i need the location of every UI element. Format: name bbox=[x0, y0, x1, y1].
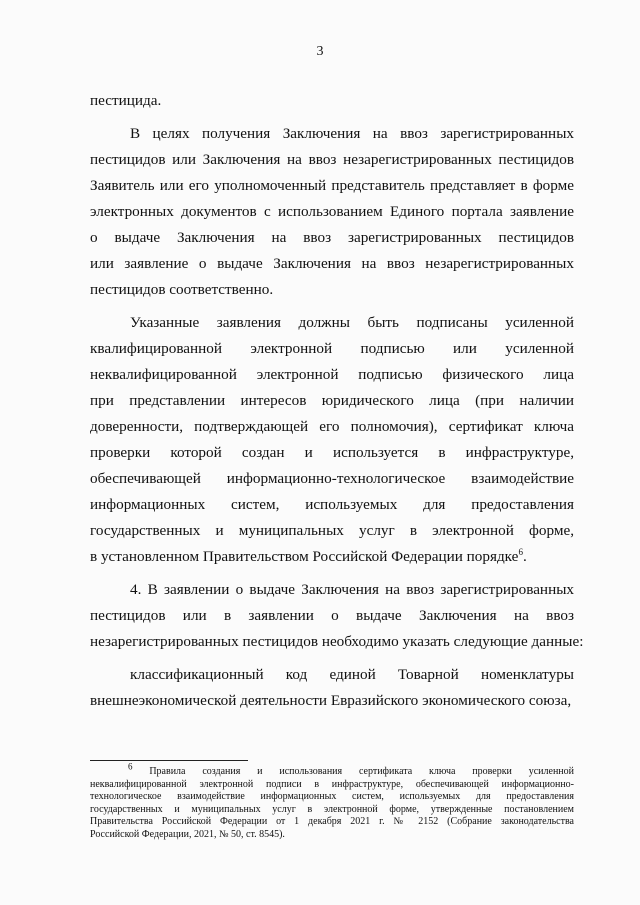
text-line: обеспечивающей информационно-технологическое взаимодействие bbox=[90, 470, 574, 487]
footnote-line: технологическое взаимодействие информационных систем, используемых для предоставления bbox=[90, 791, 574, 802]
text-fragment: в установленном Правительством Российской Федерации порядке bbox=[90, 548, 519, 565]
text-line: о выдаче Заключения на ввоз зарегистрированных пестицидов bbox=[90, 229, 574, 246]
text-line: государственных и муниципальных услуг в электронной форме, bbox=[90, 522, 574, 539]
footnote-separator bbox=[90, 760, 248, 761]
text-line: или заявление о выдаче Заключения на ввоз незарегистрированных bbox=[90, 255, 574, 272]
text-line: незарегистрированных пестицидов необходимо указать следующие данные: bbox=[90, 633, 584, 650]
text-line: внешнеэкономической деятельности Евразийского экономического союза, bbox=[90, 692, 572, 709]
footnote-line: Российской Федерации, 2021, № 50, ст. 8545). bbox=[90, 828, 285, 840]
footnote-line: Правительства Российской Федерации от 1 декабря 2021 г. № 2152 (Собрание законодательства bbox=[90, 816, 574, 827]
text-line: классификационный код единой Товарной номенклатуры bbox=[130, 666, 574, 683]
footnote-text: Правила создания и использования сертификата ключа проверки усиленной bbox=[149, 766, 574, 777]
footnote-marker: 6 bbox=[128, 761, 133, 772]
text-line: Заявитель или его уполномоченный представитель представляет в форме bbox=[90, 177, 574, 194]
page-number: 3 bbox=[316, 44, 324, 59]
text-line: 4. В заявлении о выдаче Заключения на ввоз зарегистрированных bbox=[130, 581, 574, 598]
text-fragment: . bbox=[522, 548, 527, 565]
text-line: информационных систем, используемых для предоставления bbox=[90, 496, 574, 513]
text-line: В целях получения Заключения на ввоз зарегистрированных bbox=[130, 125, 574, 142]
text-line: при представлении интересов юридического лица (при наличии bbox=[90, 392, 574, 409]
footnote bbox=[90, 761, 574, 841]
text-line: пестицидов соответственно. bbox=[90, 281, 274, 298]
footnote-line: государственных и муниципальных услуг в электронной форме, утвержденные постановлением bbox=[90, 803, 574, 815]
footnote-reference[interactable]: 6 bbox=[518, 546, 523, 557]
text-line: квалифицированной электронной подписью или усиленной bbox=[90, 340, 574, 357]
text-line: доверенности, подтверждающей его полномочия), сертификат ключа bbox=[90, 418, 574, 435]
footnote-line bbox=[90, 761, 574, 779]
text-line: Указанные заявления должны быть подписаны усиленной bbox=[130, 314, 574, 331]
text-line: пестицида. bbox=[90, 92, 162, 109]
text-line: пестицидов или в заявлении о выдаче Заключения на ввоз bbox=[90, 607, 574, 624]
text-line: пестицидов или Заключения на ввоз незарегистрированных пестицидов bbox=[90, 151, 574, 168]
document-body bbox=[90, 88, 584, 714]
footnote-line: неквалифицированной электронной подписи в инфраструктуре, обеспечивающей информационно- bbox=[90, 778, 574, 790]
text-line: электронных документов с использованием Единого портала заявление bbox=[90, 203, 574, 220]
text-line: проверки которой создан и используется в инфраструктуре, bbox=[90, 444, 574, 461]
text-line-with-footnote bbox=[90, 544, 574, 570]
text-line: неквалифицированной электронной подписью физического лица bbox=[90, 366, 574, 383]
